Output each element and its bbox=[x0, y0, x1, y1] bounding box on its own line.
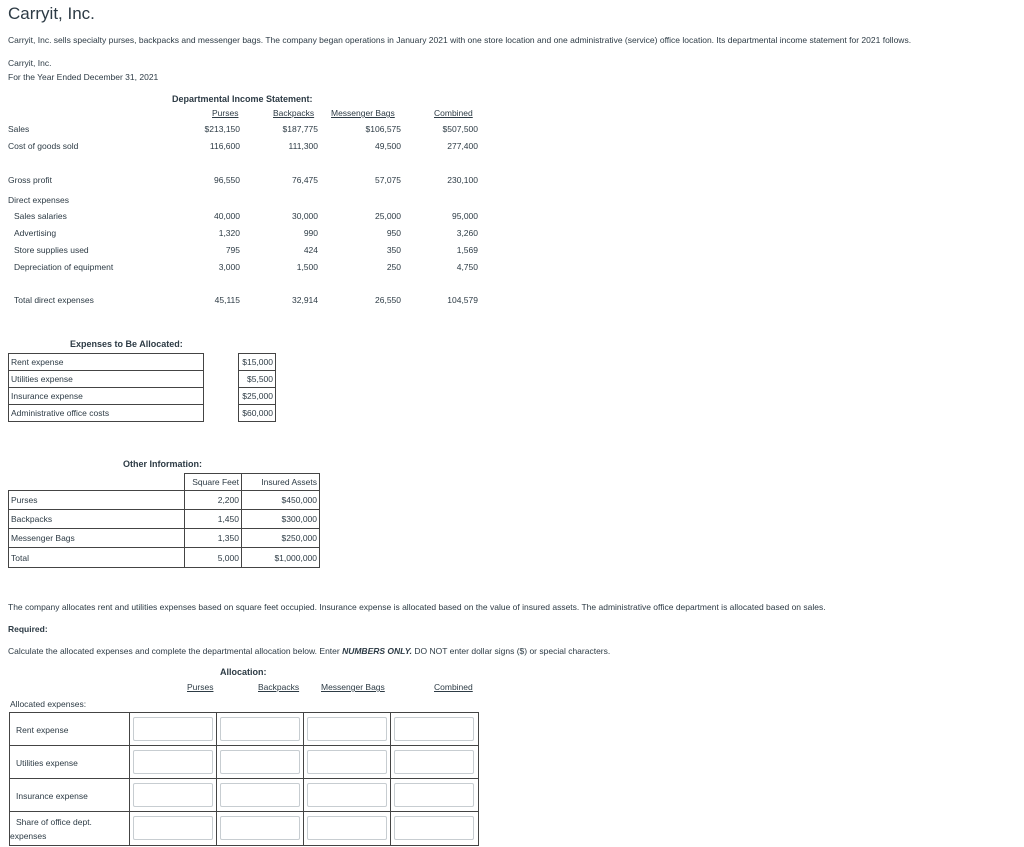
info-assets: $300,000 bbox=[242, 510, 320, 529]
col-purses: Purses bbox=[212, 108, 239, 118]
input-utilities-combined[interactable] bbox=[394, 750, 474, 774]
alloc-col-messenger-bags: Messenger Bags bbox=[321, 682, 385, 692]
alloc-col-purses: Purses bbox=[187, 682, 214, 692]
statement-title: Departmental Income Statement: bbox=[172, 94, 313, 104]
table-row bbox=[9, 529, 320, 548]
cell: 111,300 bbox=[288, 141, 318, 151]
row-label: Cost of goods sold bbox=[8, 141, 79, 151]
info-assets: $1,000,000 bbox=[242, 548, 320, 568]
cell: 3,260 bbox=[456, 228, 478, 238]
alloc-value: $60,000 bbox=[239, 405, 276, 422]
page-title: Carryit, Inc. bbox=[8, 4, 95, 23]
input-insurance-backpacks[interactable] bbox=[220, 783, 300, 807]
cell: 424 bbox=[303, 245, 318, 255]
cell: 250 bbox=[386, 262, 401, 272]
row-label: Advertising bbox=[14, 228, 57, 238]
required-label: Required: bbox=[8, 624, 48, 634]
alloc-value: $15,000 bbox=[239, 354, 276, 371]
info-sqft: 2,200 bbox=[185, 491, 242, 510]
table-row bbox=[9, 388, 276, 405]
cell: 76,475 bbox=[292, 175, 318, 185]
info-sqft: 1,450 bbox=[185, 510, 242, 529]
row-label: Store supplies used bbox=[14, 245, 89, 255]
alloc-label: Rent expense bbox=[9, 354, 204, 371]
alloc-row-rent: Rent expense bbox=[16, 725, 69, 735]
alloc-value: $5,500 bbox=[239, 371, 276, 388]
alloc-row-insurance: Insurance expense bbox=[16, 791, 88, 801]
other-info-title: Other Information: bbox=[123, 459, 202, 469]
input-utilities-backpacks[interactable] bbox=[220, 750, 300, 774]
cell: 1,500 bbox=[296, 262, 318, 272]
info-assets: $250,000 bbox=[242, 529, 320, 548]
col-backpacks: Backpacks bbox=[273, 108, 315, 118]
cell: 116,600 bbox=[209, 141, 240, 151]
cell: 25,000 bbox=[375, 211, 401, 221]
alloc-value: $25,000 bbox=[239, 388, 276, 405]
header-period: For the Year Ended December 31, 2021 bbox=[8, 72, 159, 82]
info-label: Messenger Bags bbox=[9, 529, 185, 548]
header-company: Carryit, Inc. bbox=[8, 58, 52, 68]
cell: 45,115 bbox=[214, 295, 240, 305]
alloc-row-office-line1: Share of office dept. bbox=[16, 817, 92, 827]
input-rent-backpacks[interactable] bbox=[220, 717, 300, 741]
input-rent-purses[interactable] bbox=[133, 717, 213, 741]
row-label: Total direct expenses bbox=[14, 295, 94, 305]
allocated-expenses-label: Allocated expenses: bbox=[10, 699, 87, 709]
row-label: Sales salaries bbox=[14, 211, 67, 221]
table-row bbox=[9, 474, 320, 491]
alloc-label: Administrative office costs bbox=[9, 405, 204, 422]
expenses-alloc-table bbox=[8, 353, 276, 422]
col-combined: Combined bbox=[434, 108, 473, 118]
alloc-row-utilities: Utilities expense bbox=[16, 758, 78, 768]
table-row bbox=[9, 548, 320, 568]
expenses-alloc-title: Expenses to Be Allocated: bbox=[70, 339, 183, 349]
info-label: Backpacks bbox=[9, 510, 185, 529]
info-assets: $450,000 bbox=[242, 491, 320, 510]
intro-text: Carryit, Inc. sells specialty purses, backpacks and messenger bags. The company began operations in January 2021 with one store location and one administrative (service) office location. Its departmental income statement for 2021 follows. bbox=[8, 35, 912, 45]
cell: 3,000 bbox=[218, 262, 240, 272]
cell: 26,550 bbox=[375, 295, 401, 305]
info-label: Purses bbox=[9, 491, 185, 510]
alloc-col-combined: Combined bbox=[434, 682, 473, 692]
cell: 49,500 bbox=[375, 141, 401, 151]
cell: $213,150 bbox=[204, 124, 240, 134]
info-sqft: 5,000 bbox=[185, 548, 242, 568]
info-label: Total bbox=[9, 548, 185, 568]
allocation-title: Allocation: bbox=[220, 667, 267, 677]
table-row bbox=[9, 510, 320, 529]
table-row bbox=[9, 371, 276, 388]
alloc-row-office-line2: expenses bbox=[10, 831, 47, 841]
input-office-combined[interactable] bbox=[394, 816, 474, 840]
other-info-table bbox=[8, 473, 320, 568]
cell: 95,000 bbox=[452, 211, 478, 221]
table-row bbox=[9, 491, 320, 510]
cell: $187,775 bbox=[282, 124, 318, 134]
input-utilities-purses[interactable] bbox=[133, 750, 213, 774]
input-office-messenger[interactable] bbox=[307, 816, 387, 840]
alloc-col-backpacks: Backpacks bbox=[258, 682, 300, 692]
alloc-label: Utilities expense bbox=[9, 371, 204, 388]
cell: 990 bbox=[303, 228, 318, 238]
input-utilities-messenger[interactable] bbox=[307, 750, 387, 774]
input-insurance-messenger[interactable] bbox=[307, 783, 387, 807]
cell: $106,575 bbox=[365, 124, 401, 134]
input-office-backpacks[interactable] bbox=[220, 816, 300, 840]
cell: 57,075 bbox=[375, 175, 401, 185]
row-label: Depreciation of equipment bbox=[14, 262, 114, 272]
instruction-text: Calculate the allocated expenses and complete the departmental allocation below. Enter NUMBERS ONLY. DO NOT enter dollar signs ($) or special characters. bbox=[8, 646, 611, 656]
cell: 277,400 bbox=[447, 141, 478, 151]
cell: 96,550 bbox=[214, 175, 240, 185]
input-office-purses[interactable] bbox=[133, 816, 213, 840]
table-row bbox=[9, 405, 276, 422]
input-rent-messenger[interactable] bbox=[307, 717, 387, 741]
cell: 104,579 bbox=[447, 295, 478, 305]
cell: 30,000 bbox=[292, 211, 318, 221]
row-label: Gross profit bbox=[8, 175, 52, 185]
col-insured-assets: Insured Assets bbox=[242, 474, 320, 491]
col-square-feet: Square Feet bbox=[185, 474, 242, 491]
cell: 230,100 bbox=[447, 175, 478, 185]
cell: 1,569 bbox=[456, 245, 478, 255]
cell: 40,000 bbox=[214, 211, 240, 221]
row-label: Sales bbox=[8, 124, 30, 134]
cell: 350 bbox=[386, 245, 401, 255]
table-row bbox=[9, 354, 276, 371]
cell: 1,320 bbox=[218, 228, 240, 238]
cell: 4,750 bbox=[456, 262, 478, 272]
cell: $507,500 bbox=[442, 124, 478, 134]
cell: 32,914 bbox=[292, 295, 318, 305]
cell: 950 bbox=[386, 228, 401, 238]
col-messenger-bags: Messenger Bags bbox=[331, 108, 395, 118]
input-rent-combined[interactable] bbox=[394, 717, 474, 741]
alloc-label: Insurance expense bbox=[9, 388, 204, 405]
input-insurance-purses[interactable] bbox=[133, 783, 213, 807]
info-sqft: 1,350 bbox=[185, 529, 242, 548]
policy-text: The company allocates rent and utilities expenses based on square feet occupied. Insurance expense is allocated based on the value of insured assets. The administrative office department is allocated based on sales. bbox=[8, 602, 826, 612]
row-label: Direct expenses bbox=[8, 195, 69, 205]
input-insurance-combined[interactable] bbox=[394, 783, 474, 807]
cell: 795 bbox=[225, 245, 240, 255]
